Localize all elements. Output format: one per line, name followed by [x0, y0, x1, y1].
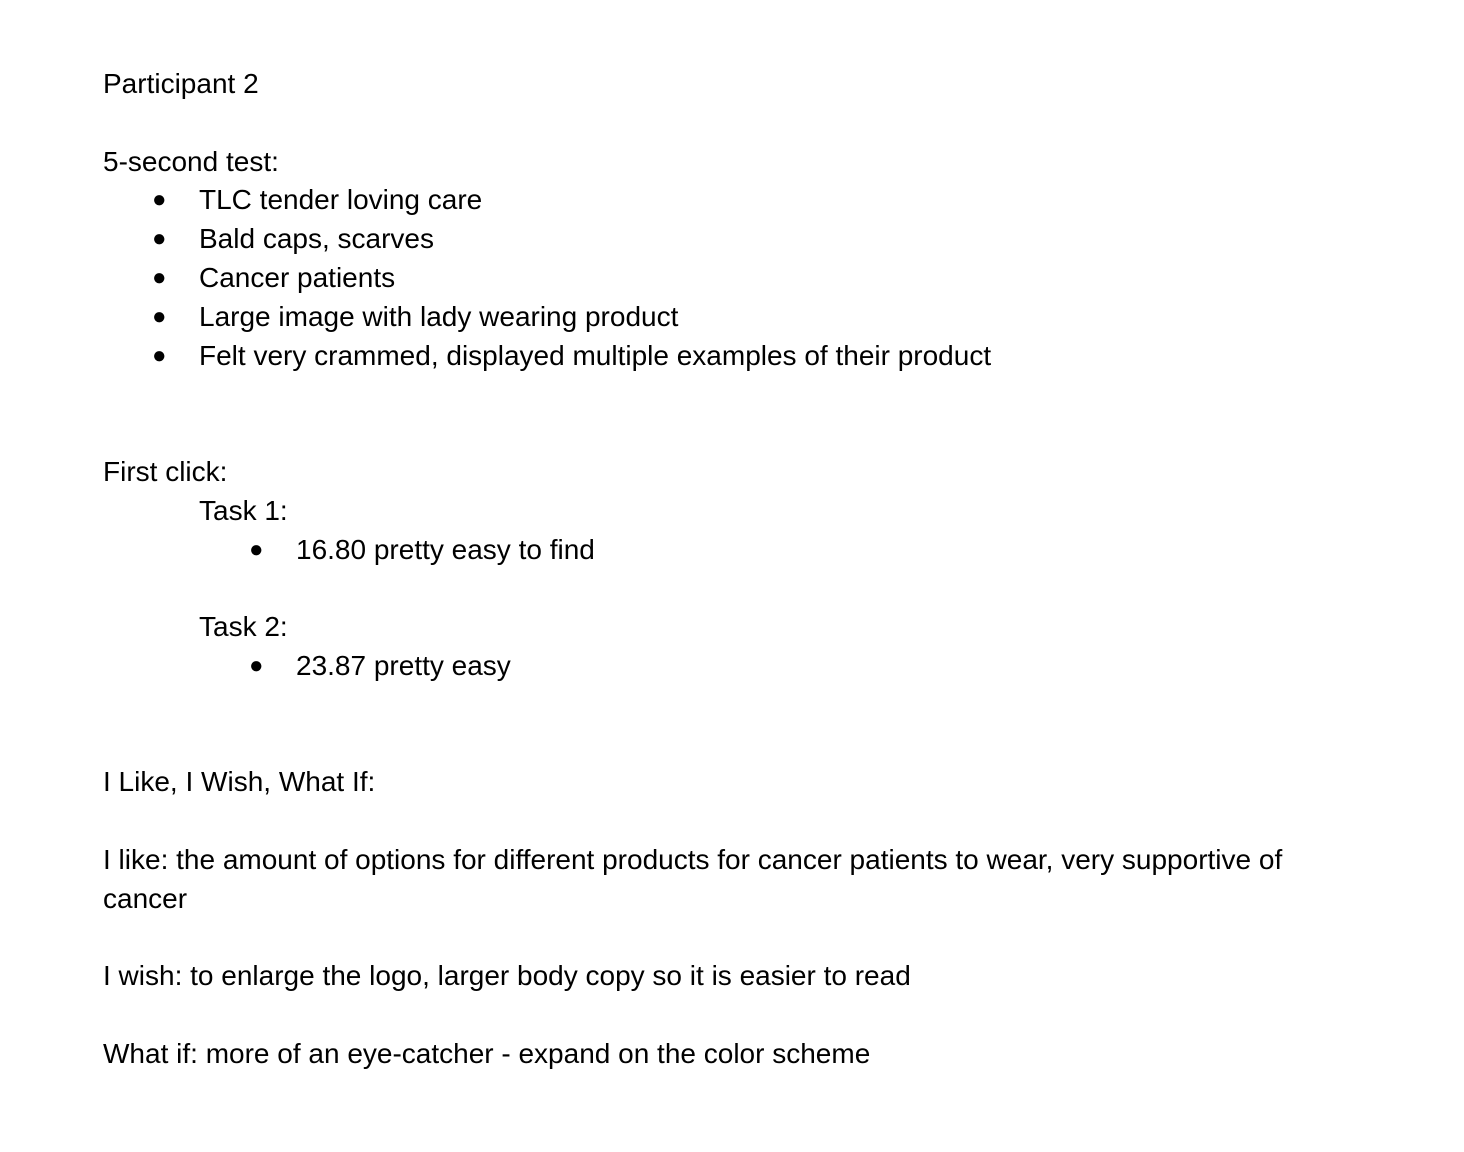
five-second-test-list: [103, 181, 1363, 375]
list-item: [103, 647, 1363, 686]
feedback-heading: I Like, I Wish, What If:: [103, 766, 376, 798]
list-item-text: Felt very crammed, displayed multiple examples of their product: [199, 339, 992, 371]
document-title: Participant 2: [103, 68, 259, 99]
document-body: [103, 65, 1363, 1074]
list-item: [103, 298, 1363, 337]
list-item: [103, 531, 1363, 570]
spacer: [103, 375, 1363, 453]
list-item: [103, 181, 1363, 220]
spacer: [103, 919, 1363, 958]
list-item-text: Large image with lady wearing product: [199, 300, 679, 332]
five-second-test-heading: 5-second test:: [103, 145, 279, 177]
bullet-icon: ●: [249, 651, 264, 679]
task-2-list: [103, 647, 1363, 686]
list-item-text: 23.87 pretty easy: [296, 649, 511, 681]
i-like-paragraph: I like: the amount of options for different products for cancer patients to wear, very supportive of cancer: [103, 843, 1283, 914]
list-item-text: TLC tender loving care: [199, 184, 483, 216]
task-2-label: Task 2:: [199, 611, 288, 643]
what-if-paragraph: What if: more of an eye-catcher - expand on the color scheme: [103, 1037, 871, 1069]
task-1-label: Task 1:: [199, 494, 288, 526]
list-item-text: Cancer patients: [199, 261, 396, 293]
list-item: [103, 259, 1363, 298]
spacer: [103, 996, 1363, 1035]
list-item-text: Bald caps, scarves: [199, 223, 434, 255]
bullet-icon: ●: [152, 186, 167, 214]
bullet-icon: ●: [152, 263, 167, 291]
bullet-icon: ●: [152, 225, 167, 253]
i-wish-paragraph: I wish: to enlarge the logo, larger body copy so it is easier to read: [103, 960, 911, 992]
list-item: [103, 337, 1363, 376]
bullet-icon: ●: [249, 535, 264, 563]
bullet-icon: ●: [152, 302, 167, 330]
task-1-list: [103, 531, 1363, 570]
first-click-heading: First click:: [103, 455, 228, 487]
spacer: [103, 686, 1363, 764]
bullet-icon: ●: [152, 341, 167, 369]
list-item-text: 16.80 pretty easy to find: [296, 533, 595, 565]
spacer: [103, 569, 1363, 608]
spacer: [103, 802, 1363, 841]
spacer: [103, 104, 1363, 143]
list-item: [103, 220, 1363, 259]
